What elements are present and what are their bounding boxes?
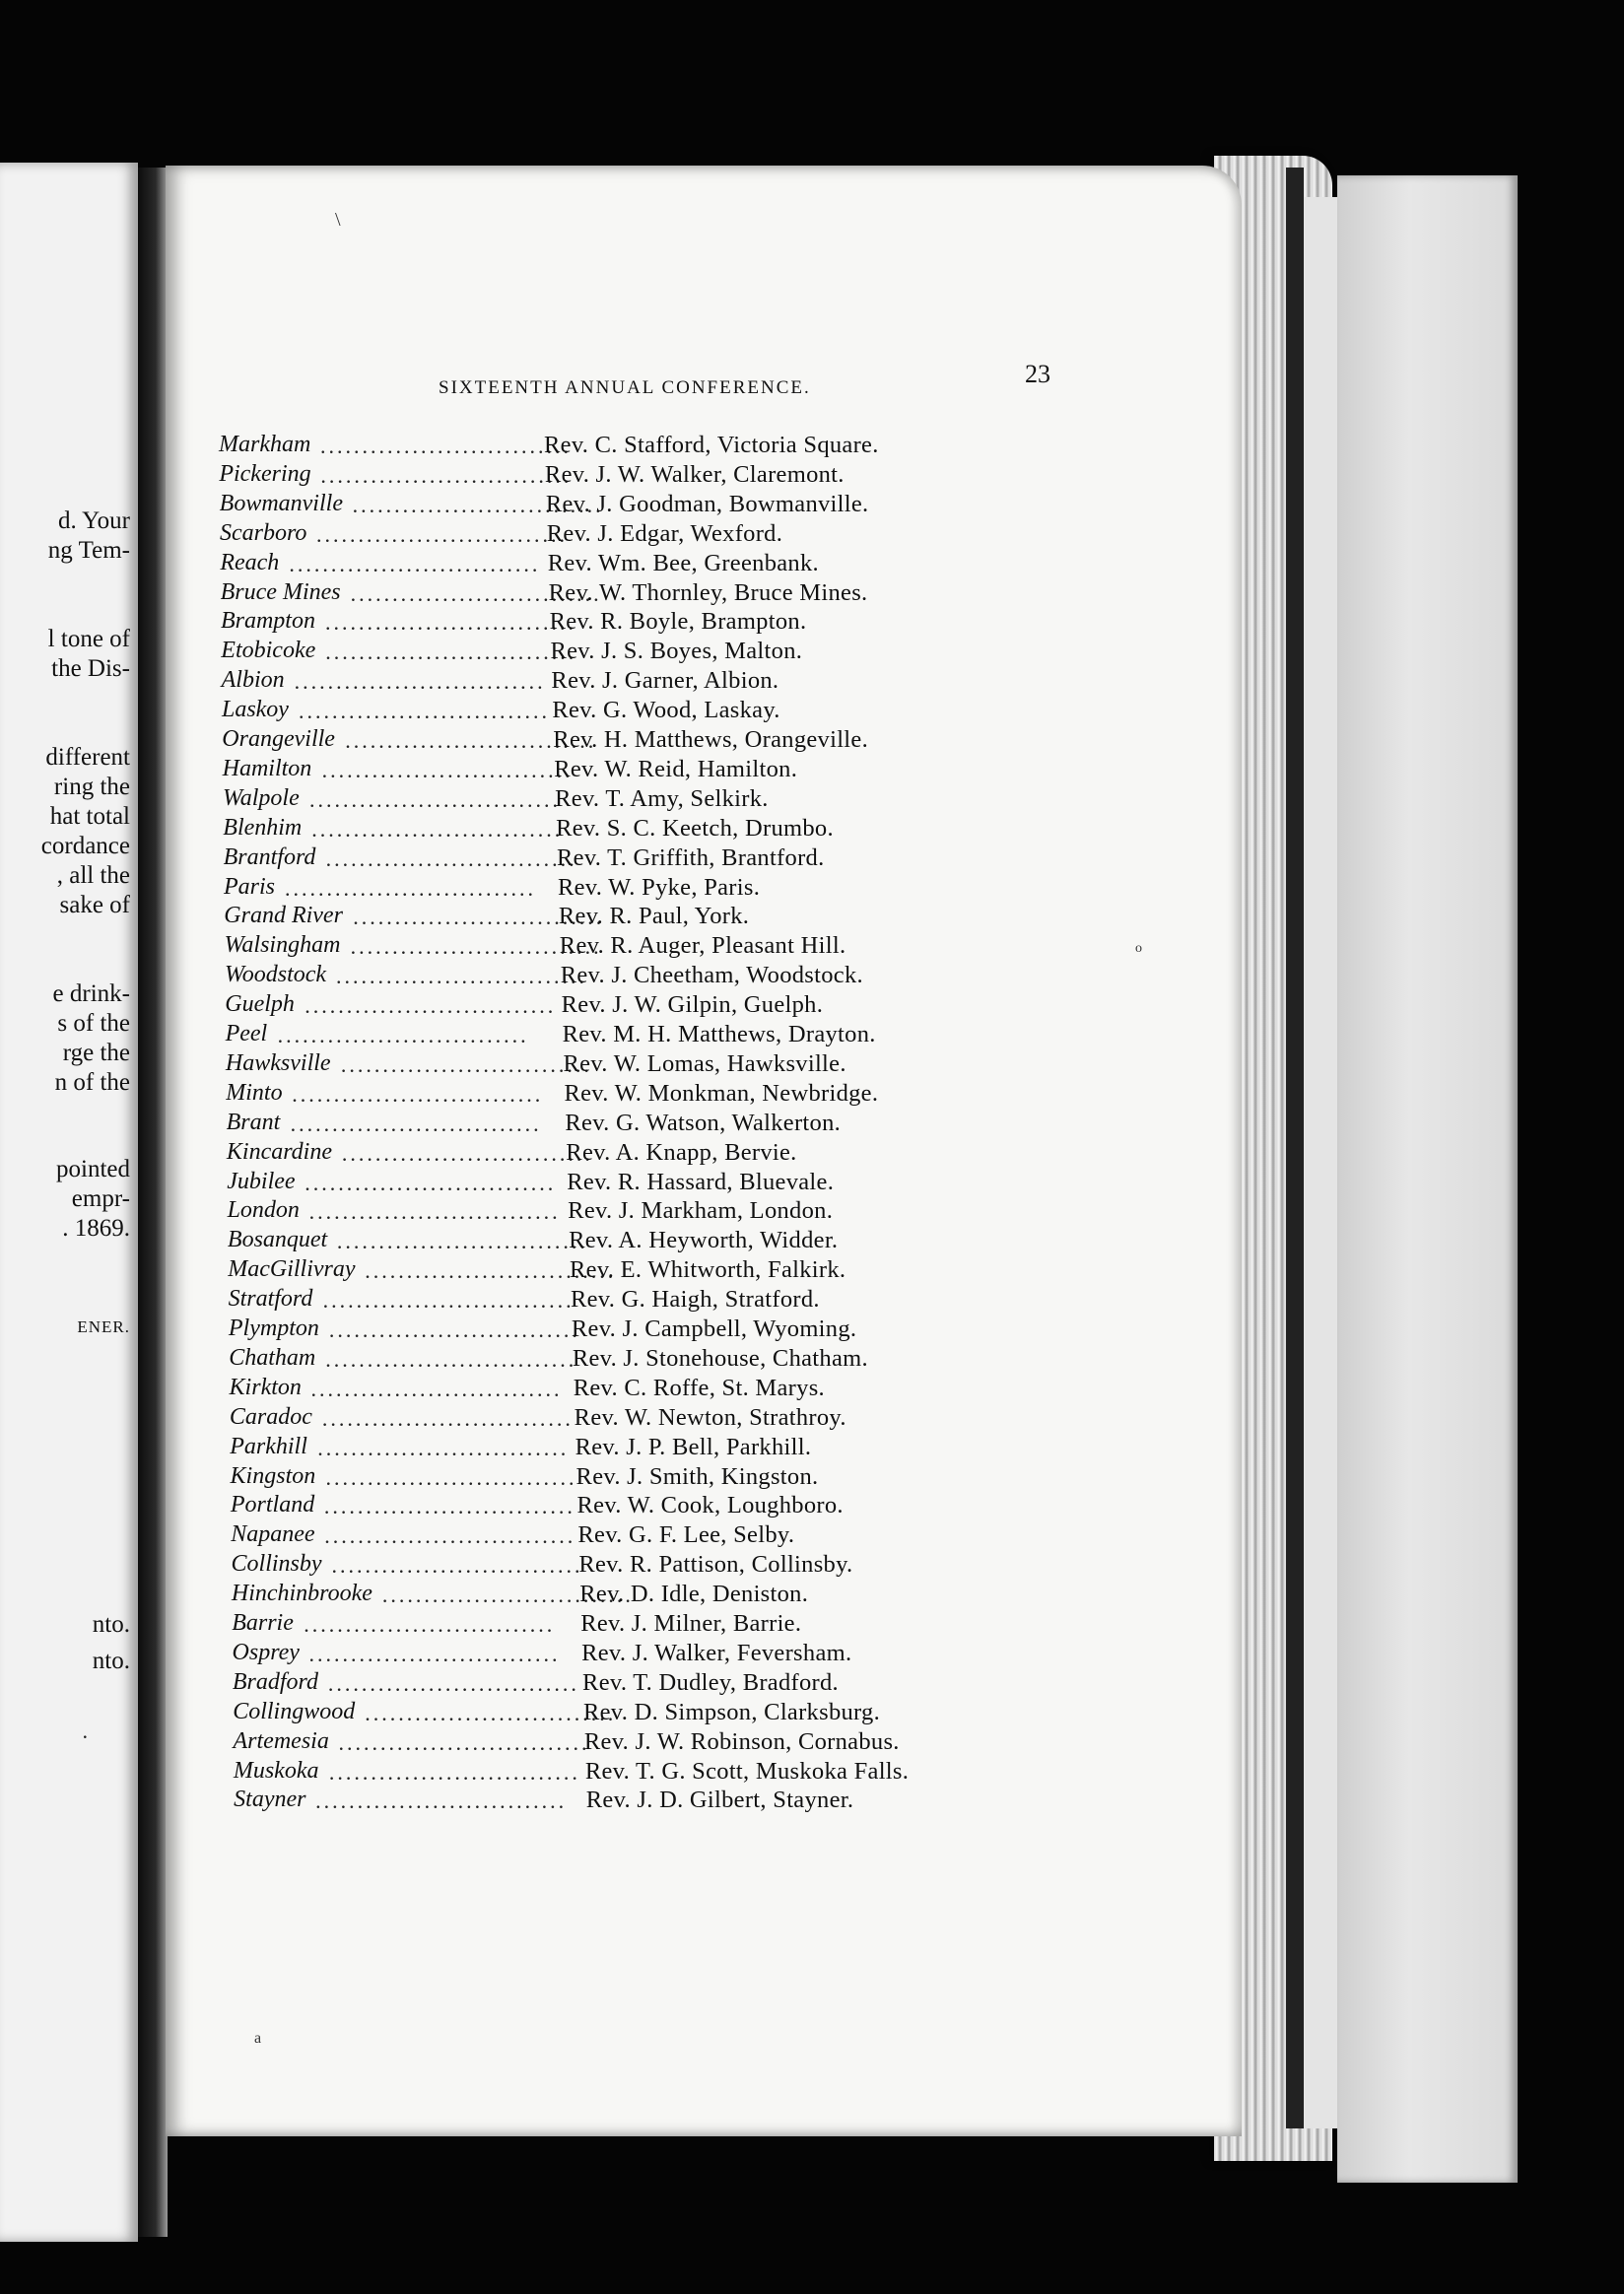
appointment-row: [229, 1286, 1025, 1316]
station-name: Stratford: [228, 1286, 313, 1313]
appointment-row: [220, 550, 1025, 579]
book-gutter: [138, 168, 168, 2237]
appointment-row: [224, 903, 1025, 932]
leader-dots: ..............................: [284, 875, 536, 901]
leader-dots: ..............................: [290, 1111, 542, 1136]
leader-dots: ..............................: [352, 492, 604, 517]
leader-dots: ..............................: [289, 551, 541, 576]
left-text-fragment: the Dis-: [51, 655, 130, 682]
leader-dots: ..............................: [325, 640, 577, 665]
minister-appointment: Rev. R. Hassard, Bluevale.: [567, 1168, 835, 1195]
station-name: Chatham: [229, 1344, 316, 1371]
minister-appointment: Rev. A. Heyworth, Widder.: [569, 1227, 839, 1254]
station-name: Osprey: [232, 1639, 300, 1665]
appointment-row: [224, 844, 1025, 874]
appointment-row: [234, 1787, 1025, 1816]
leader-dots: ..............................: [324, 610, 576, 636]
leader-dots: ..............................: [292, 1081, 544, 1107]
left-text-fragment: pointed: [56, 1156, 130, 1182]
leader-dots: ..............................: [338, 1729, 590, 1755]
station-name: Hamilton: [222, 755, 312, 781]
leader-dots: ..............................: [341, 1140, 593, 1166]
minister-appointment: Rev. R. Auger, Pleasant Hill.: [559, 932, 846, 960]
appointment-row: [220, 491, 1025, 520]
appointment-row: [232, 1581, 1025, 1610]
appointment-row: [227, 1169, 1025, 1198]
leader-dots: ..............................: [336, 1229, 588, 1254]
station-name: Grand River: [224, 903, 343, 929]
station-name: Woodstock: [224, 962, 327, 988]
appointment-row: [222, 667, 1025, 697]
station-name: Etobicoke: [221, 638, 316, 664]
station-name: Hawksville: [225, 1049, 331, 1076]
left-text-fragment: n of the: [54, 1069, 130, 1096]
appointment-row: [231, 1492, 1025, 1521]
leader-dots: ..............................: [298, 699, 550, 724]
appointment-row: [226, 1021, 1025, 1050]
appointment-row: [223, 756, 1025, 785]
station-name: Brantford: [223, 843, 316, 870]
minister-appointment: Rev. R. Boyle, Brampton.: [549, 608, 807, 636]
running-head: SIXTEENTH ANNUAL CONFERENCE.: [439, 377, 811, 398]
minister-appointment: Rev. J. W. Walker, Claremont.: [544, 460, 845, 488]
leader-dots: ..............................: [308, 1641, 561, 1666]
appointment-row: [230, 1434, 1025, 1463]
station-name: Bowmanville: [219, 490, 343, 516]
leader-dots: ..............................: [350, 580, 602, 606]
station-name: Markham: [219, 432, 311, 457]
station-name: Albion: [221, 667, 285, 694]
minister-appointment: Rev. J. Garner, Albion.: [551, 667, 779, 695]
minister-appointment: Rev. D. Idle, Deniston.: [579, 1581, 809, 1608]
left-text-fragment: l tone of: [47, 626, 130, 652]
page-number: 23: [1025, 360, 1050, 388]
leader-dots: ..............................: [325, 1464, 577, 1490]
appointment-row: [234, 1758, 1025, 1788]
minister-appointment: Rev. J. W. Gilpin, Guelph.: [561, 991, 824, 1019]
station-name: Muskoka: [233, 1757, 319, 1784]
station-name: Hinchinbrooke: [231, 1581, 372, 1607]
appointment-row: [225, 962, 1025, 991]
page-edge-shadow: [1286, 168, 1304, 2128]
stray-dot-mark: ·: [81, 1724, 89, 1749]
appointment-row: [234, 1728, 1025, 1758]
left-text-fragment: empr-: [71, 1185, 130, 1212]
left-text-fragment: nto.: [92, 1648, 130, 1674]
minister-appointment: Rev. Wm. Bee, Greenbank.: [547, 549, 819, 576]
station-name: Blenhim: [223, 814, 303, 841]
station-name: Caradoc: [229, 1403, 312, 1430]
station-name: Walpole: [222, 784, 300, 811]
leader-dots: ..............................: [315, 521, 568, 547]
appointment-row: [230, 1404, 1025, 1434]
minister-appointment: Rev. W. Reid, Hamilton.: [554, 755, 798, 782]
appointment-row: [232, 1610, 1025, 1640]
appointment-row: [232, 1551, 1025, 1581]
station-name: Brampton: [220, 608, 315, 635]
minister-appointment: Rev. J. W. Robinson, Cornabus.: [583, 1727, 900, 1755]
station-name: Scarboro: [219, 519, 307, 546]
appointment-row: [226, 1050, 1025, 1080]
left-text-fragment: . 1869.: [62, 1215, 130, 1242]
leader-dots: ..............................: [304, 1170, 557, 1195]
appointment-row: [231, 1463, 1025, 1493]
station-name: Bruce Mines: [220, 578, 341, 605]
stray-mark: \: [335, 209, 341, 231]
station-name: Minto: [226, 1079, 283, 1106]
minister-appointment: Rev. W. Cook, Loughboro.: [576, 1492, 844, 1519]
appointment-row: [222, 697, 1025, 726]
leader-dots: ..............................: [308, 1199, 561, 1225]
appointment-row: [230, 1375, 1025, 1404]
leader-dots: ..............................: [321, 1405, 574, 1431]
station-name: Jubilee: [227, 1168, 296, 1194]
leader-dots: ..............................: [320, 462, 573, 488]
station-name: Guelph: [225, 991, 295, 1018]
leader-dots: ..............................: [324, 1523, 576, 1549]
appointment-row: [225, 991, 1025, 1021]
minister-appointment: Rev. J. S. Boyes, Malton.: [550, 638, 803, 665]
minister-appointment: Rev. G. Haigh, Stratford.: [570, 1286, 820, 1314]
appointment-row: [226, 1080, 1025, 1110]
left-text-fragment: rge the: [62, 1040, 130, 1066]
minister-appointment: Rev. J. Walker, Feversham.: [581, 1639, 852, 1666]
station-name: Stayner: [234, 1787, 306, 1813]
station-name: Collingwood: [233, 1698, 356, 1724]
appointment-row: [227, 1139, 1025, 1169]
leader-dots: ..............................: [310, 1376, 563, 1401]
left-text-fragment: cordance: [40, 833, 130, 859]
page-edge-highlight: [1304, 197, 1337, 2128]
appointment-row: [221, 638, 1025, 667]
minister-appointment: Rev. W. Thornley, Bruce Mines.: [548, 578, 868, 606]
appointment-row: [233, 1640, 1025, 1669]
left-text-fragment: , all the: [56, 862, 130, 889]
leader-dots: ..............................: [340, 1051, 592, 1077]
minister-appointment: Rev. W. Lomas, Hawksville.: [563, 1049, 846, 1077]
stray-mark: o: [1135, 941, 1142, 956]
minister-appointment: Rev. J. Markham, London.: [568, 1197, 834, 1225]
leader-dots: ..............................: [308, 786, 561, 812]
station-name: Parkhill: [230, 1433, 307, 1459]
leader-dots: ..............................: [304, 1612, 556, 1637]
station-name: Paris: [223, 873, 275, 900]
leader-dots: ..............................: [322, 1288, 575, 1314]
minister-appointment: Rev. H. Matthews, Orangeville.: [553, 726, 869, 753]
minister-appointment: Rev. T. Dudley, Bradford.: [582, 1668, 839, 1696]
minister-appointment: Rev. W. Pyke, Paris.: [557, 873, 761, 901]
minister-appointment: Rev. E. Whitworth, Falkirk.: [570, 1256, 846, 1284]
minister-appointment: Rev. W. Monkman, Newbridge.: [564, 1079, 879, 1107]
station-name: Plympton: [228, 1316, 319, 1341]
station-name: Napanee: [231, 1521, 315, 1548]
minister-appointment: Rev. J. D. Gilbert, Stayner.: [585, 1787, 854, 1814]
leader-dots: ..............................: [320, 434, 572, 458]
leader-dots: ..............................: [350, 934, 602, 960]
left-text-fragment: ENER.: [77, 1317, 130, 1336]
left-text-fragment: ng Tem-: [47, 537, 130, 564]
minister-appointment: Rev. J. Campbell, Wyoming.: [571, 1316, 857, 1342]
station-name: Pickering: [219, 460, 311, 487]
station-name: Artemesia: [233, 1727, 329, 1754]
leader-dots: ..............................: [331, 1553, 583, 1579]
minister-appointment: Rev. A. Knapp, Bervie.: [566, 1138, 797, 1166]
appointment-row: [219, 432, 1025, 461]
appointment-row: [222, 726, 1025, 756]
left-facing-page: [0, 163, 138, 2242]
station-name: Orangeville: [222, 726, 335, 752]
station-name: Peel: [225, 1021, 268, 1046]
minister-appointment: Rev. J. Goodman, Bowmanville.: [545, 490, 869, 517]
leader-dots: ..............................: [304, 993, 557, 1019]
minister-appointment: Rev. G. Wood, Laskay.: [552, 697, 780, 724]
leader-dots: ..............................: [315, 1788, 568, 1814]
leader-dots: ..............................: [353, 905, 605, 930]
station-name: Kirkton: [229, 1374, 302, 1400]
minister-appointment: Rev. R. Pattison, Collinsby.: [578, 1551, 853, 1579]
minister-appointment: Rev. T. Griffith, Brantford.: [557, 843, 825, 871]
minister-appointment: Rev. J. Milner, Barrie.: [580, 1610, 802, 1637]
left-text-fragment: s of the: [57, 1010, 130, 1037]
leader-dots: ..............................: [325, 845, 577, 871]
station-name: Collinsby: [231, 1551, 322, 1578]
minister-appointment: Rev. D. Simpson, Clarksburg.: [582, 1698, 881, 1725]
appointment-row: [219, 461, 1025, 491]
appointment-row: [224, 874, 1025, 904]
station-name: Barrie: [232, 1610, 294, 1636]
minister-appointment: Rev. G. F. Lee, Selby.: [577, 1521, 795, 1549]
left-text-fragment: d. Your: [58, 507, 130, 534]
left-text-fragment: different: [45, 744, 130, 771]
minister-appointment: Rev. C. Stafford, Victoria Square.: [544, 432, 879, 458]
minister-appointment: Rev. S. C. Keetch, Drumbo.: [556, 814, 834, 842]
leader-dots: ..............................: [365, 1700, 617, 1725]
appointment-row: [225, 932, 1025, 962]
station-name: Kincardine: [226, 1138, 333, 1165]
appointment-row: [220, 520, 1025, 550]
appointment-row: [227, 1110, 1025, 1139]
leader-dots: ..............................: [317, 1435, 570, 1460]
minister-appointment: Rev. J. Stonehouse, Chatham.: [572, 1344, 868, 1372]
minister-appointment: Rev. J. Edgar, Wexford.: [546, 519, 783, 547]
leader-dots: ..............................: [381, 1583, 634, 1608]
left-text-fragment: sake of: [59, 892, 130, 918]
leader-dots: ..............................: [321, 757, 574, 782]
left-text-fragment: ring the: [53, 774, 130, 800]
leader-dots: ..............................: [335, 964, 587, 989]
appointment-row: [228, 1197, 1025, 1227]
appointment-row: [229, 1345, 1025, 1375]
station-name: Bradford: [232, 1668, 318, 1695]
minister-appointment: Rev. J. Cheetham, Woodstock.: [560, 962, 863, 989]
station-name: MacGillivray: [228, 1256, 356, 1283]
appointment-row: [233, 1699, 1025, 1728]
appointment-row: [223, 815, 1025, 844]
leader-dots: ..............................: [311, 816, 564, 842]
station-name: Portland: [230, 1492, 315, 1518]
appointment-row: [229, 1316, 1025, 1345]
station-name: Reach: [220, 549, 280, 575]
appointment-row: [221, 579, 1025, 609]
station-name: Walsingham: [224, 932, 341, 959]
station-name: Brant: [226, 1109, 281, 1135]
left-text-fragment: nto.: [92, 1611, 130, 1638]
minister-appointment: Rev. C. Roffe, St. Marys.: [573, 1374, 825, 1401]
minister-appointment: Rev. J. Smith, Kingston.: [575, 1462, 819, 1490]
stray-mark: a: [254, 2030, 262, 2047]
station-name: Kingston: [230, 1462, 316, 1489]
leader-dots: ..............................: [325, 1346, 577, 1372]
station-name: London: [227, 1197, 300, 1224]
appointment-row: [231, 1521, 1025, 1551]
appointment-row: [223, 785, 1025, 815]
leader-dots: ..............................: [277, 1023, 529, 1047]
book-cover-edge: [1337, 175, 1518, 2183]
leader-dots: ..............................: [328, 1317, 580, 1342]
leader-dots: ..............................: [365, 1258, 617, 1284]
appointment-row: [221, 608, 1025, 638]
leader-dots: ..............................: [345, 728, 597, 753]
station-name: Bosanquet: [227, 1227, 328, 1253]
minister-appointment: Rev. R. Paul, York.: [558, 903, 750, 930]
leader-dots: ..............................: [327, 1670, 579, 1696]
leader-dots: ..............................: [294, 669, 546, 695]
leader-dots: ..............................: [328, 1759, 580, 1785]
minister-appointment: Rev. M. H. Matthews, Drayton.: [562, 1021, 876, 1047]
station-name: Laskoy: [221, 697, 289, 723]
appointment-row: [228, 1227, 1025, 1256]
minister-appointment: Rev. T. G. Scott, Muskoka Falls.: [584, 1757, 910, 1785]
appointment-row: [233, 1669, 1025, 1699]
leader-dots: ..............................: [323, 1494, 575, 1519]
left-text-fragment: hat total: [49, 803, 130, 830]
minister-appointment: Rev. T. Amy, Selkirk.: [555, 784, 769, 812]
appointment-row: [228, 1256, 1025, 1286]
left-text-fragment: e drink-: [52, 980, 130, 1007]
minister-appointment: Rev. J. P. Bell, Parkhill.: [575, 1433, 812, 1460]
minister-appointment: Rev. G. Watson, Walkerton.: [565, 1109, 842, 1136]
minister-appointment: Rev. W. Newton, Strathroy.: [574, 1403, 846, 1431]
